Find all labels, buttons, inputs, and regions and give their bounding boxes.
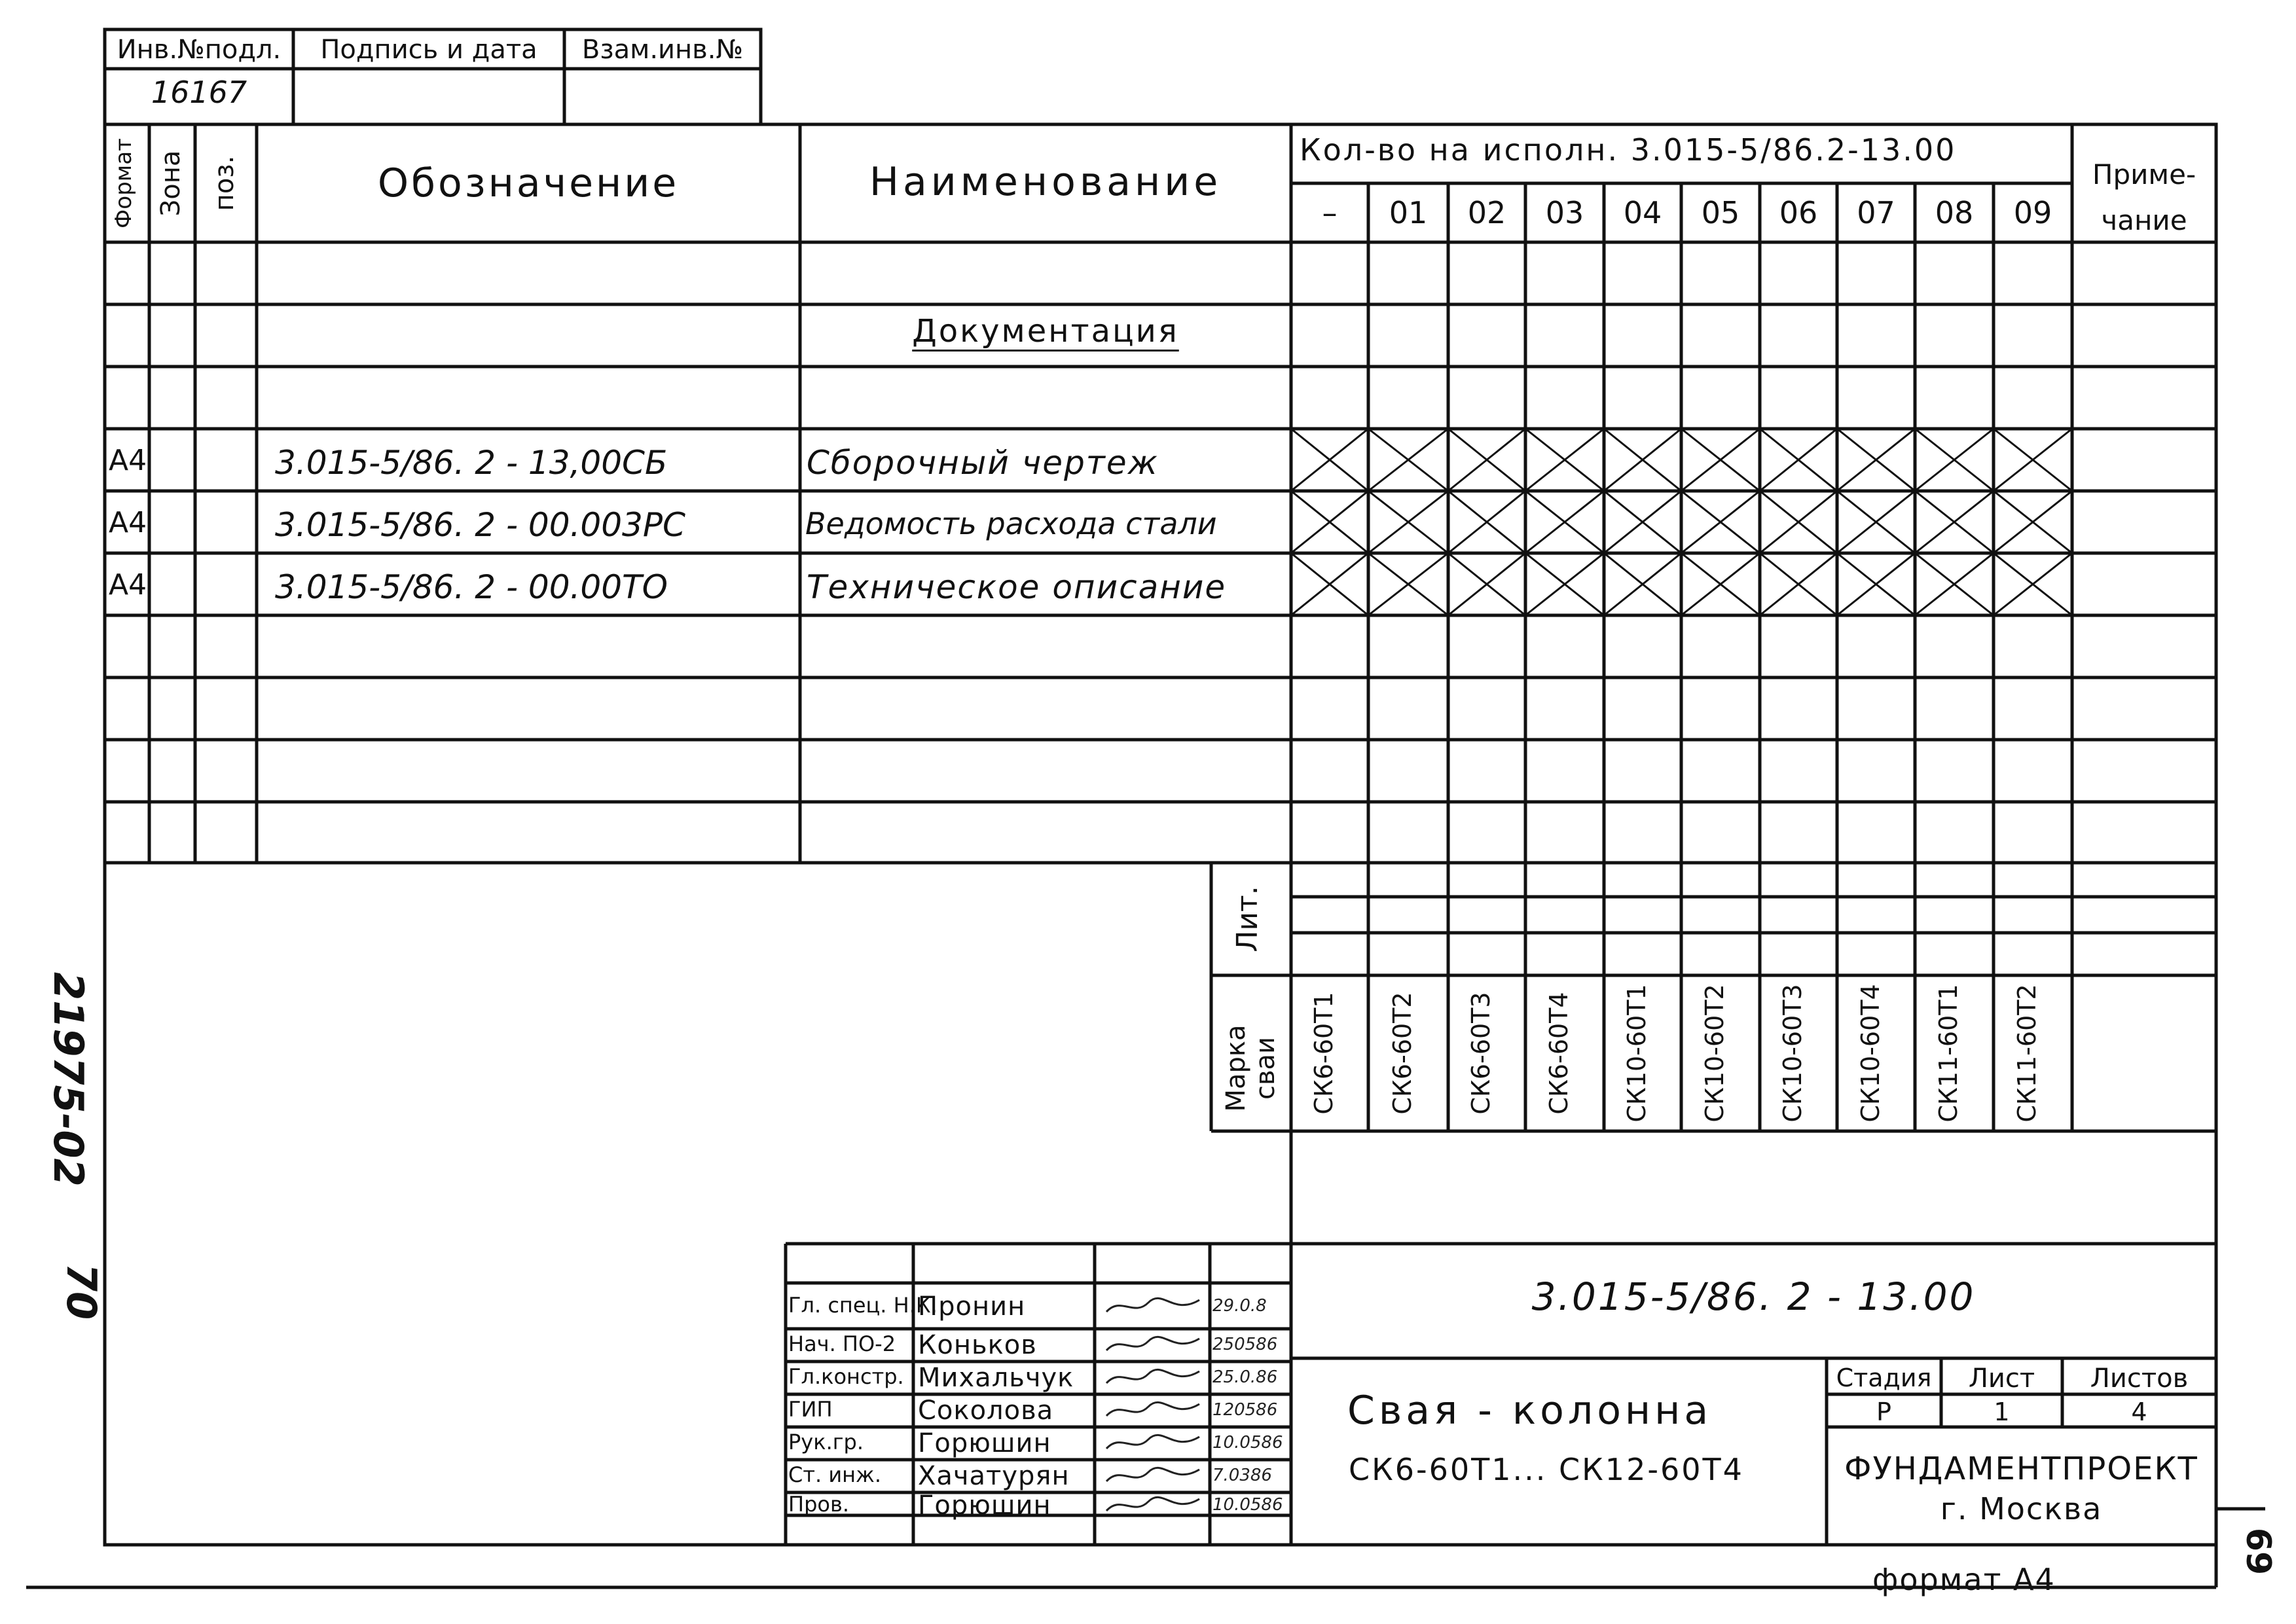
signature-date: 25.0.86 (1212, 1367, 1278, 1387)
pile-mark: СК10-60Т2 (1700, 984, 1729, 1123)
signature-role: Пров. (788, 1492, 849, 1517)
sheet-label: Лист (1968, 1363, 2035, 1394)
signature-name: Михальчук (918, 1363, 1074, 1393)
signature-scribble (1101, 1492, 1206, 1519)
stage-label: Стадия (1836, 1363, 1932, 1392)
row-2-name: Ведомость расхода стали (805, 506, 1217, 541)
stamp-inv-header: Инв.№подл. (117, 35, 282, 65)
row-3-name: Техническое описание (807, 568, 1227, 606)
signature-scribble (1101, 1427, 1206, 1460)
pile-mark: СК6-60Т1 (1309, 992, 1338, 1115)
album-page: 70 (58, 1263, 105, 1320)
qty-column-04: 04 (1623, 195, 1662, 230)
format-label: формат А4 (1872, 1562, 2056, 1597)
qty-column-02: 02 (1467, 195, 1506, 230)
qty-column-05: 05 (1701, 195, 1740, 230)
organization: ФУНДАМЕНТПРОЕКТ (1844, 1451, 2198, 1487)
pile-mark: СК11-60Т2 (2013, 984, 2041, 1123)
qty-column-01: 01 (1389, 195, 1428, 230)
row-2-format: А4 (109, 506, 147, 539)
row-1-designation: 3.015-5/86. 2 - 13,00СБ (275, 444, 668, 482)
col-designation-header: Обозначение (377, 160, 680, 206)
pile-mark: СК11-60Т1 (1934, 984, 1963, 1123)
qty-column-06: 06 (1779, 195, 1818, 230)
signature-role: ГИП (788, 1397, 833, 1422)
sheet-value: 1 (1994, 1398, 2010, 1426)
qty-column-08: 08 (1935, 195, 1974, 230)
qty-column-03: 03 (1545, 195, 1584, 230)
signature-scribble (1101, 1284, 1206, 1329)
signature-date: 7.0386 (1212, 1466, 1272, 1485)
row-3-designation: 3.015-5/86. 2 - 00.00ТО (275, 568, 668, 606)
col-pos-header: поз. (210, 155, 240, 211)
pile-mark: СК10-60Т3 (1778, 984, 1807, 1123)
row-1-format: А4 (109, 444, 147, 477)
row-1-name: Сборочный чертеж (807, 444, 1159, 482)
sheets-label: Листов (2090, 1363, 2189, 1394)
document-title: Свая - колонна (1347, 1388, 1713, 1434)
signature-role: Гл. спец. Н.К. (788, 1293, 938, 1318)
signature-date: 10.0586 (1212, 1495, 1283, 1515)
document-subtitle: СК6-60Т1... СК12-60Т4 (1349, 1452, 1744, 1487)
pile-mark: СК6-60Т3 (1467, 992, 1495, 1115)
col-note-header: Приме-чание (2092, 158, 2196, 236)
lit-label: Лит. (1231, 886, 1264, 952)
signature-name: Хачатурян (918, 1461, 1070, 1491)
signature-date: 250586 (1212, 1335, 1278, 1354)
qty-column-07: 07 (1857, 195, 1895, 230)
signature-role: Нач. ПО-2 (788, 1331, 896, 1356)
col-name-header: Наименование (869, 159, 1222, 205)
signature-scribble (1101, 1460, 1206, 1492)
signature-date: 29.0.8 (1212, 1296, 1267, 1316)
qty-header: Кол-во на исполн. 3.015-5/86.2-13.00 (1300, 132, 1957, 168)
signature-name: Горюшин (918, 1490, 1051, 1521)
signature-name: Горюшин (918, 1428, 1051, 1458)
signature-scribble (1101, 1362, 1206, 1394)
signature-role: Ст. инж. (788, 1462, 882, 1487)
document-code: 3.015-5/86. 2 - 13.00 (1531, 1274, 1976, 1319)
signature-scribble (1101, 1329, 1206, 1362)
signature-name: Пронин (918, 1291, 1026, 1322)
mark-label: Марка сваи (1221, 1024, 1281, 1112)
pile-mark: СК10-60Т4 (1855, 984, 1885, 1123)
col-format-header: Формат (111, 138, 137, 228)
signature-scribble (1101, 1394, 1206, 1427)
pile-mark: СК6-60Т2 (1388, 992, 1417, 1115)
signature-name: Коньков (918, 1330, 1037, 1360)
signature-date: 10.0586 (1212, 1433, 1283, 1453)
signature-date: 120586 (1212, 1400, 1278, 1420)
col-zone-header: Зона (156, 150, 186, 217)
qty-column-base: – (1322, 195, 1338, 230)
qty-column-09: 09 (2013, 195, 2052, 230)
pile-mark: СК10-60Т1 (1622, 984, 1651, 1123)
stamp-replace-header: Взам.инв.№ (581, 35, 744, 65)
signature-role: Рук.гр. (788, 1430, 864, 1454)
row-2-designation: 3.015-5/86. 2 - 00.003РС (275, 506, 685, 544)
city: г. Москва (1940, 1491, 2103, 1526)
row-3-format: А4 (109, 568, 147, 602)
signature-name: Соколова (918, 1396, 1054, 1426)
page-number: 69 (2238, 1527, 2278, 1576)
section-title: Документация (912, 313, 1179, 350)
signature-role: Гл.констр. (788, 1364, 904, 1389)
pile-mark: СК6-60Т4 (1544, 992, 1573, 1115)
stamp-inv-number: 16167 (151, 75, 247, 110)
stamp-signature-header: Подпись и дата (320, 35, 538, 65)
sheets-value: 4 (2131, 1398, 2147, 1426)
stage-value: Р (1876, 1398, 1891, 1426)
album-number: 21975-02 (45, 972, 92, 1187)
